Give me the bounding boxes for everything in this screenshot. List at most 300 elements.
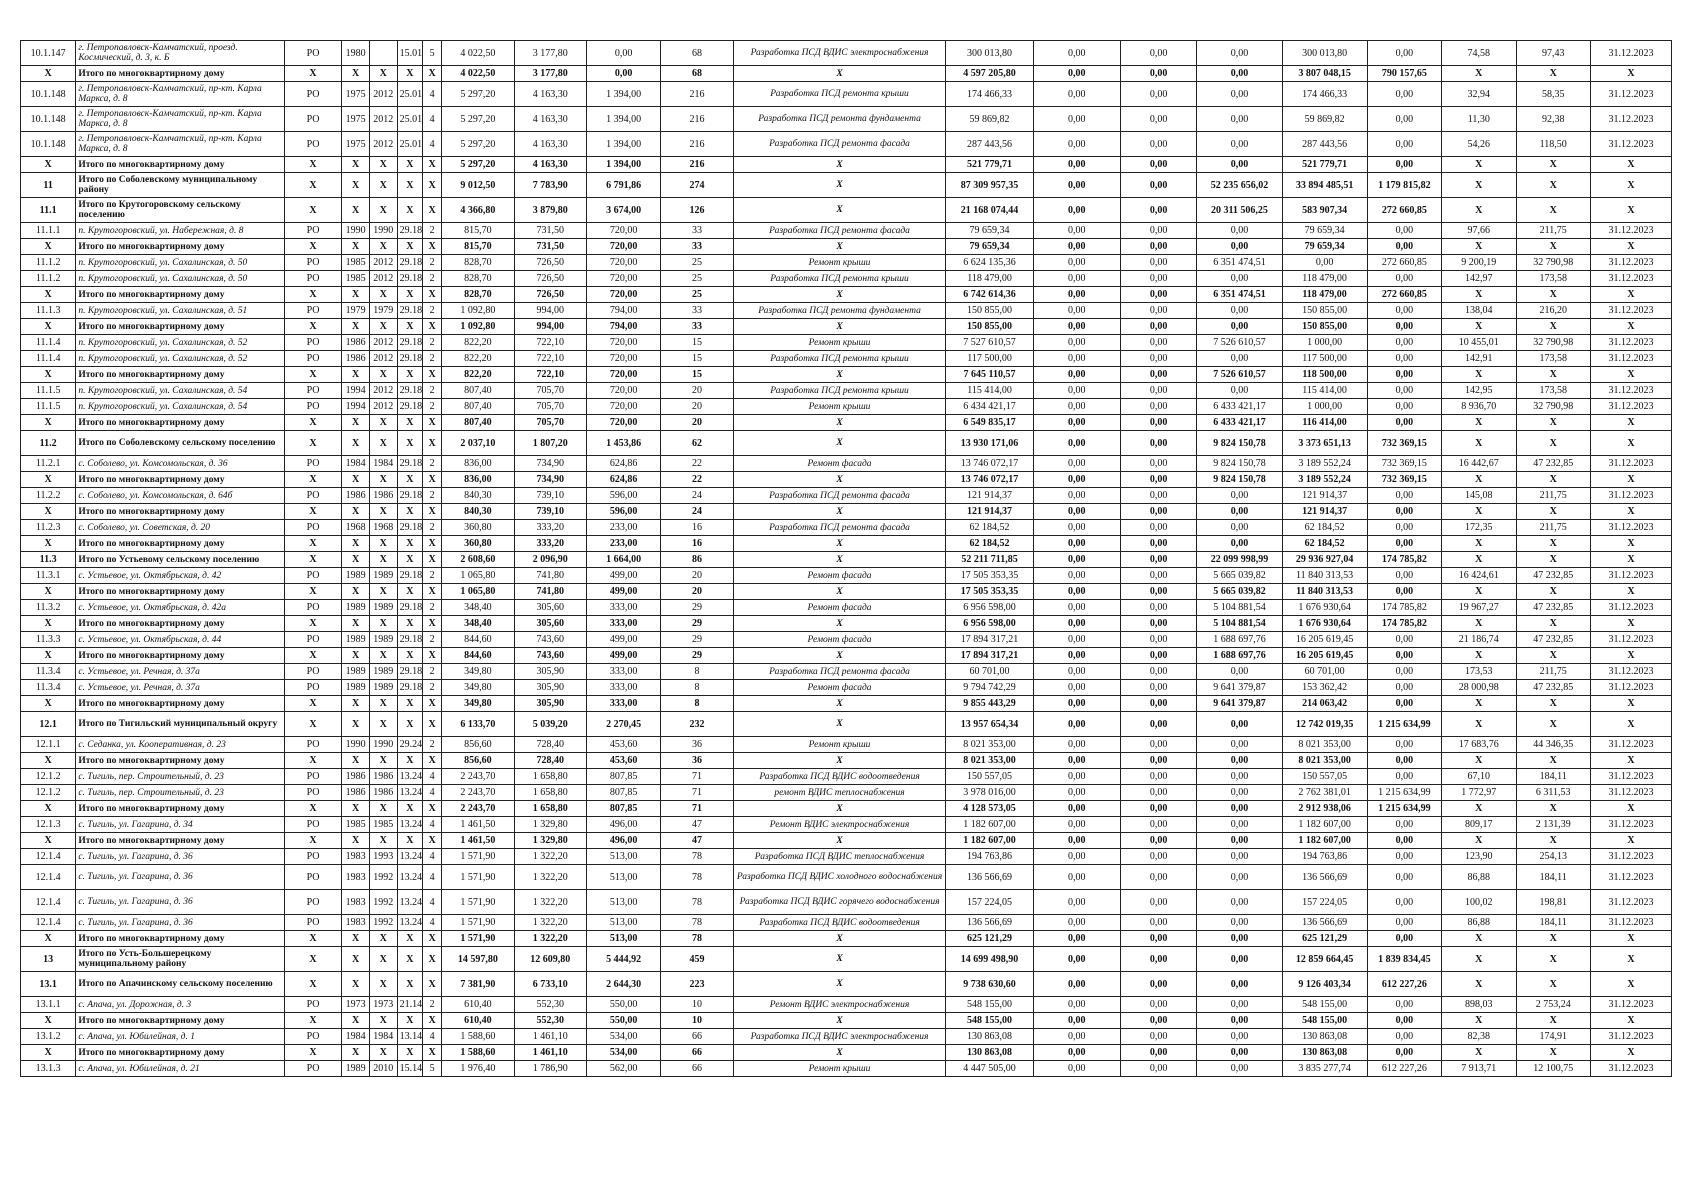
table-cell: 1985 [342,817,370,833]
table-cell: 1992 [369,915,397,931]
table-cell: 0,00 [1120,504,1197,520]
table-cell: 2 [423,680,442,696]
table-cell: 0,00 [1367,865,1441,890]
table-cell: 349,80 [442,696,514,712]
table-cell: 17 505 353,35 [946,584,1033,600]
table-cell: 11.3.1 [21,568,76,584]
table-cell: Х [1590,431,1671,456]
table-cell: 333,20 [514,536,586,552]
table-cell: Х [1590,472,1671,488]
table-cell: 11 840 313,53 [1282,584,1367,600]
table-cell: Х [1516,287,1590,303]
table-row [21,255,1672,271]
table-cell: 79 659,34 [1282,223,1367,239]
table-cell: 150 557,05 [946,769,1033,785]
table-cell: 29 [661,600,733,616]
table-cell: 10 455,01 [1442,335,1516,351]
table-cell: Х [1442,648,1516,664]
table-cell: 732 369,15 [1367,472,1441,488]
table-cell: Х [423,367,442,383]
table-cell: Х [733,696,946,712]
table-cell: 720,00 [586,399,660,415]
table-cell: Х [284,584,341,600]
table-cell: 29.18 [397,335,423,351]
table-cell: 1984 [342,1029,370,1045]
table-cell: с. Апача, ул. Юбилейная, д. 1 [76,1029,285,1045]
table-cell: 136 566,69 [1282,915,1367,931]
table-cell: 20 311 506,25 [1197,198,1282,223]
table-cell: 62 184,52 [1282,520,1367,536]
table-cell: Итого по многоквартирному дому [76,319,285,335]
table-cell: Ремонт фасада [733,632,946,648]
table-cell: Х [733,801,946,817]
table-cell: 223 [661,972,733,997]
table-cell: 22 [661,456,733,472]
table-cell: Х [369,198,397,223]
table-cell: Х [1442,319,1516,335]
table-cell: 0,00 [1033,1013,1120,1029]
total-row [21,552,1672,568]
table-cell: Х [1442,1045,1516,1061]
table-cell: 47 232,85 [1516,600,1590,616]
table-cell: 6 742 614,36 [946,287,1033,303]
total-row [21,1045,1672,1061]
table-cell: 12 100,75 [1516,1061,1590,1077]
table-cell: 31.12.2023 [1590,255,1671,271]
table-cell: Х [369,431,397,456]
table-cell: 136 566,69 [946,865,1033,890]
table-cell: 2 608,60 [442,552,514,568]
table-cell: 172,35 [1442,520,1516,536]
table-cell: 0,00 [1367,833,1441,849]
table-cell: 0,00 [1120,632,1197,648]
table-cell: 4 163,30 [514,132,586,157]
table-cell: 0,00 [1367,584,1441,600]
table-cell: 1 658,80 [514,785,586,801]
table-cell: 118,50 [1516,132,1590,157]
table-row [21,41,1672,66]
table-cell: 5 297,20 [442,82,514,107]
table-cell: Х [284,472,341,488]
table-cell: 1983 [342,849,370,865]
table-cell: 3 879,80 [514,198,586,223]
table-cell: Х [423,947,442,972]
table-cell: 6 433 421,17 [1197,415,1282,431]
table-cell: 5 104 881,54 [1197,600,1282,616]
table-cell: 150 855,00 [946,319,1033,335]
table-cell: 25 [661,287,733,303]
table-cell: 47 232,85 [1516,568,1590,584]
table-cell: 0,00 [1197,41,1282,66]
table-cell: 20 [661,584,733,600]
table-cell: Х [21,472,76,488]
table-cell: 11.3 [21,552,76,568]
table-cell: 836,00 [442,472,514,488]
table-cell: Х [397,536,423,552]
table-cell: 5 039,20 [514,712,586,737]
table-cell: Х [1590,173,1671,198]
table-row [21,568,1672,584]
table-cell: Х [342,319,370,335]
total-row [21,712,1672,737]
table-cell: 807,85 [586,769,660,785]
table-cell: Х [284,753,341,769]
table-cell: Х [397,931,423,947]
table-cell: 24 [661,504,733,520]
table-cell: 11.2.2 [21,488,76,504]
table-cell: 840,30 [442,488,514,504]
table-cell: 5 297,20 [442,157,514,173]
table-cell: 0,00 [1120,1029,1197,1045]
table-cell: Итого по Тигильский муниципальный округу [76,712,285,737]
table-cell: Х [284,1013,341,1029]
table-cell: 3 189 552,24 [1282,472,1367,488]
table-cell: 5 297,20 [442,132,514,157]
table-cell: 31.12.2023 [1590,132,1671,157]
table-cell: 136 566,69 [946,915,1033,931]
table-cell: 305,90 [514,680,586,696]
table-cell: 11,30 [1442,107,1516,132]
table-cell: Итого по многоквартирному дому [76,648,285,664]
table-cell: 29.18 [397,383,423,399]
table-cell: РО [284,223,341,239]
table-cell: Х [1590,801,1671,817]
table-cell: 6 133,70 [442,712,514,737]
table-cell: 822,20 [442,335,514,351]
table-cell: 4 163,30 [514,107,586,132]
table-cell: 66 [661,1029,733,1045]
table-cell: 624,86 [586,456,660,472]
table-cell: 856,60 [442,737,514,753]
table-cell: с. Тигиль, пер. Строительный, д. 23 [76,769,285,785]
table-cell: Итого по Устьевому сельскому поселению [76,552,285,568]
table-cell: с. Устьевое, ул. Октябрьская, д. 42а [76,600,285,616]
table-cell: Х [1442,66,1516,82]
table-cell: 0,00 [1033,632,1120,648]
table-cell: 305,90 [514,696,586,712]
table-cell: 2 [423,351,442,367]
table-row [21,107,1672,132]
table-cell: 71 [661,801,733,817]
table-cell: 1 322,20 [514,931,586,947]
table-cell: 2012 [369,107,397,132]
table-cell: 97,66 [1442,223,1516,239]
table-cell: Х [342,157,370,173]
table-cell: 7 913,71 [1442,1061,1516,1077]
table-cell: 287 443,56 [946,132,1033,157]
table-row [21,817,1672,833]
table-cell: 0,00 [1033,520,1120,536]
table-cell: Х [397,801,423,817]
table-cell: 29 [661,632,733,648]
table-cell: Х [423,801,442,817]
table-cell: 0,00 [1120,737,1197,753]
table-cell: 0,00 [1120,271,1197,287]
table-cell: с. Апача, ул. Юбилейная, д. 21 [76,1061,285,1077]
table-cell: 17 894 317,21 [946,632,1033,648]
table-cell: 118 479,00 [1282,287,1367,303]
table-cell: Х [397,833,423,849]
table-cell: 1 322,20 [514,865,586,890]
table-cell: 0,00 [1033,972,1120,997]
table-cell: Итого по многоквартирному дому [76,753,285,769]
table-cell: 360,80 [442,520,514,536]
table-cell: 0,00 [1033,456,1120,472]
table-cell: 4 [423,132,442,157]
table-cell: 1986 [342,488,370,504]
table-cell: 794,00 [586,319,660,335]
table-cell: 2 [423,223,442,239]
table-cell: 0,00 [1120,1045,1197,1061]
table-cell: 548 155,00 [946,1013,1033,1029]
table-cell: РО [284,1029,341,1045]
table-cell: РО [284,107,341,132]
table-cell: 9 641 379,87 [1197,680,1282,696]
table-cell: 0,00 [1367,399,1441,415]
table-cell: 47 232,85 [1516,680,1590,696]
table-cell: 92,38 [1516,107,1590,132]
table-row [21,890,1672,915]
table-cell: Х [1516,367,1590,383]
table-cell: 216,20 [1516,303,1590,319]
table-cell: 12 742 019,35 [1282,712,1367,737]
table-cell: 0,00 [1197,833,1282,849]
table-cell: Х [284,504,341,520]
table-cell: Х [1516,801,1590,817]
table-cell: 499,00 [586,584,660,600]
table-cell: 86 [661,552,733,568]
table-cell: 216 [661,157,733,173]
table-cell: с. Тигиль, ул. Гагарина, д. 34 [76,817,285,833]
table-cell: 9 794 742,29 [946,680,1033,696]
table-cell: Х [284,66,341,82]
table-cell: Х [21,66,76,82]
table-cell: РО [284,456,341,472]
table-cell: 1989 [369,680,397,696]
table-cell: 1 571,90 [442,931,514,947]
table-cell: 150 855,00 [946,303,1033,319]
table-cell: 0,00 [1033,367,1120,383]
table-cell: 828,70 [442,287,514,303]
table-cell: Х [733,536,946,552]
table-cell: РО [284,737,341,753]
table-cell: 1 092,80 [442,319,514,335]
table-cell: с. Устьевое, ул. Октябрьская, д. 44 [76,632,285,648]
table-cell: Х [1516,753,1590,769]
table-cell: Х [1590,157,1671,173]
table-cell: 272 660,85 [1367,255,1441,271]
table-cell: п. Крутогоровский, ул. Сахалинская, д. 50 [76,255,285,271]
table-cell: 1989 [369,632,397,648]
table-cell: г. Петропавловск-Камчатский, пр-кт. Карла Маркса, д. 8 [76,107,285,132]
table-cell: 0,00 [1120,753,1197,769]
table-cell: 4 [423,769,442,785]
table-cell: 31.12.2023 [1590,488,1671,504]
table-cell: 610,40 [442,1013,514,1029]
table-cell: 47 232,85 [1516,456,1590,472]
table-cell: 0,00 [1120,664,1197,680]
table-cell: 6 311,53 [1516,785,1590,801]
table-cell: 29.18 [397,456,423,472]
table-cell: 0,00 [1197,753,1282,769]
table-cell: 0,00 [1120,520,1197,536]
table-cell: Х [342,712,370,737]
capital-repair-table [20,40,1672,1077]
table-cell: Х [1442,947,1516,972]
table-cell: Х [284,552,341,568]
table-cell: 4 163,30 [514,157,586,173]
table-cell: Х [342,648,370,664]
table-cell: 0,00 [1033,41,1120,66]
table-cell: 0,00 [1033,271,1120,287]
table-cell [369,41,397,66]
table-cell: Х [1516,833,1590,849]
table-cell: 1 676 930,64 [1282,616,1367,632]
table-cell: 8 [661,696,733,712]
table-cell: 0,00 [1033,680,1120,696]
table-cell: 0,00 [1197,931,1282,947]
table-cell: 0,00 [1033,712,1120,737]
table-cell: Х [21,319,76,335]
table-cell: 1989 [342,568,370,584]
table-cell: 0,00 [1197,785,1282,801]
table-cell: 3 373 651,13 [1282,431,1367,456]
total-row [21,972,1672,997]
table-cell: 6 434 421,17 [946,399,1033,415]
table-cell: 521 779,71 [1282,157,1367,173]
table-cell: 0,00 [1367,568,1441,584]
table-cell: Х [369,415,397,431]
table-cell: Х [369,712,397,737]
table-cell: 2 644,30 [586,972,660,997]
table-cell: 0,00 [1197,82,1282,107]
table-cell: 87 309 957,35 [946,173,1033,198]
table-cell: 13 930 171,06 [946,431,1033,456]
table-cell: Х [1442,584,1516,600]
table-cell: 15.01 [397,41,423,66]
table-cell: 0,00 [1033,66,1120,82]
table-cell: 78 [661,915,733,931]
table-cell: 0,00 [1033,552,1120,568]
table-cell: 0,00 [1120,997,1197,1013]
table-cell: 720,00 [586,271,660,287]
table-cell: 7 783,90 [514,173,586,198]
table-cell: Х [1442,536,1516,552]
table-cell: Х [21,1013,76,1029]
table-cell: Итого по многоквартирному дому [76,367,285,383]
table-cell: 0,00 [1033,584,1120,600]
table-cell: 31.12.2023 [1590,351,1671,367]
table-cell: 7 645 110,57 [946,367,1033,383]
table-cell: 2 [423,520,442,536]
table-cell: Х [1590,584,1671,600]
table-cell: 9 738 630,60 [946,972,1033,997]
table-cell: 4 [423,890,442,915]
table-cell: 0,00 [1033,335,1120,351]
table-cell: Х [342,198,370,223]
table-cell: Итого по многоквартирному дому [76,415,285,431]
table-cell: 1 839 834,45 [1367,947,1441,972]
table-cell: 0,00 [1197,712,1282,737]
table-cell: 2012 [369,383,397,399]
table-cell: 7 527 610,57 [946,335,1033,351]
table-cell: 15 [661,367,733,383]
table-cell: 0,00 [1367,849,1441,865]
table-cell: 13 957 654,34 [946,712,1033,737]
table-cell: 513,00 [586,931,660,947]
table-cell: РО [284,997,341,1013]
table-cell: 625 121,29 [946,931,1033,947]
table-row [21,335,1672,351]
table-cell: Х [397,1045,423,1061]
table-cell: 728,40 [514,737,586,753]
table-cell: 513,00 [586,865,660,890]
table-cell: Х [21,504,76,520]
table-cell: Х [397,648,423,664]
table-cell: 0,00 [1120,972,1197,997]
table-cell: РО [284,82,341,107]
table-cell: РО [284,632,341,648]
table-cell: 0,00 [1197,1013,1282,1029]
table-cell: 29.18 [397,271,423,287]
table-cell: 0,00 [1120,415,1197,431]
table-cell: 4 [423,785,442,801]
table-cell: 720,00 [586,351,660,367]
table-cell: 29 [661,616,733,632]
table-cell: 1 453,86 [586,431,660,456]
table-cell: 705,70 [514,399,586,415]
table-cell: 0,00 [1120,132,1197,157]
table-row [21,303,1672,319]
table-cell: Х [1590,648,1671,664]
table-cell: 31.12.2023 [1590,600,1671,616]
table-cell: 1989 [342,1061,370,1077]
table-cell: Итого по Апачинскому сельскому поселению [76,972,285,997]
table-cell: Х [342,947,370,972]
table-cell: 0,00 [1120,287,1197,303]
table-cell: Х [1442,801,1516,817]
table-cell: 1 461,50 [442,833,514,849]
table-cell: Ремонт крыши [733,399,946,415]
table-cell: Х [1442,616,1516,632]
table-cell: Х [1442,198,1516,223]
table-cell: с. Тигиль, ул. Гагарина, д. 36 [76,890,285,915]
table-cell: 0,00 [1033,255,1120,271]
table-cell: Х [369,931,397,947]
table-cell: 174,91 [1516,1029,1590,1045]
table-cell: 496,00 [586,833,660,849]
table-cell: 121 914,37 [946,488,1033,504]
table-cell: 12.1.4 [21,849,76,865]
table-cell: Ремонт ВДИС электроснабжения [733,997,946,1013]
total-row [21,367,1672,383]
table-cell: 82,38 [1442,1029,1516,1045]
table-cell: Х [284,801,341,817]
total-row [21,66,1672,82]
table-cell: с. Соболево, ул. Комсомольская, д. 36 [76,456,285,472]
table-cell: 14 699 498,90 [946,947,1033,972]
table-cell: 5 444,92 [586,947,660,972]
table-cell: Х [423,1045,442,1061]
table-cell: 25.01 [397,82,423,107]
table-cell: 142,95 [1442,383,1516,399]
table-cell: 14 597,80 [442,947,514,972]
table-cell: 0,00 [1033,849,1120,865]
table-cell: 2012 [369,82,397,107]
table-cell: Х [369,319,397,335]
table-cell: 300 013,80 [946,41,1033,66]
table-cell: Х [21,157,76,173]
